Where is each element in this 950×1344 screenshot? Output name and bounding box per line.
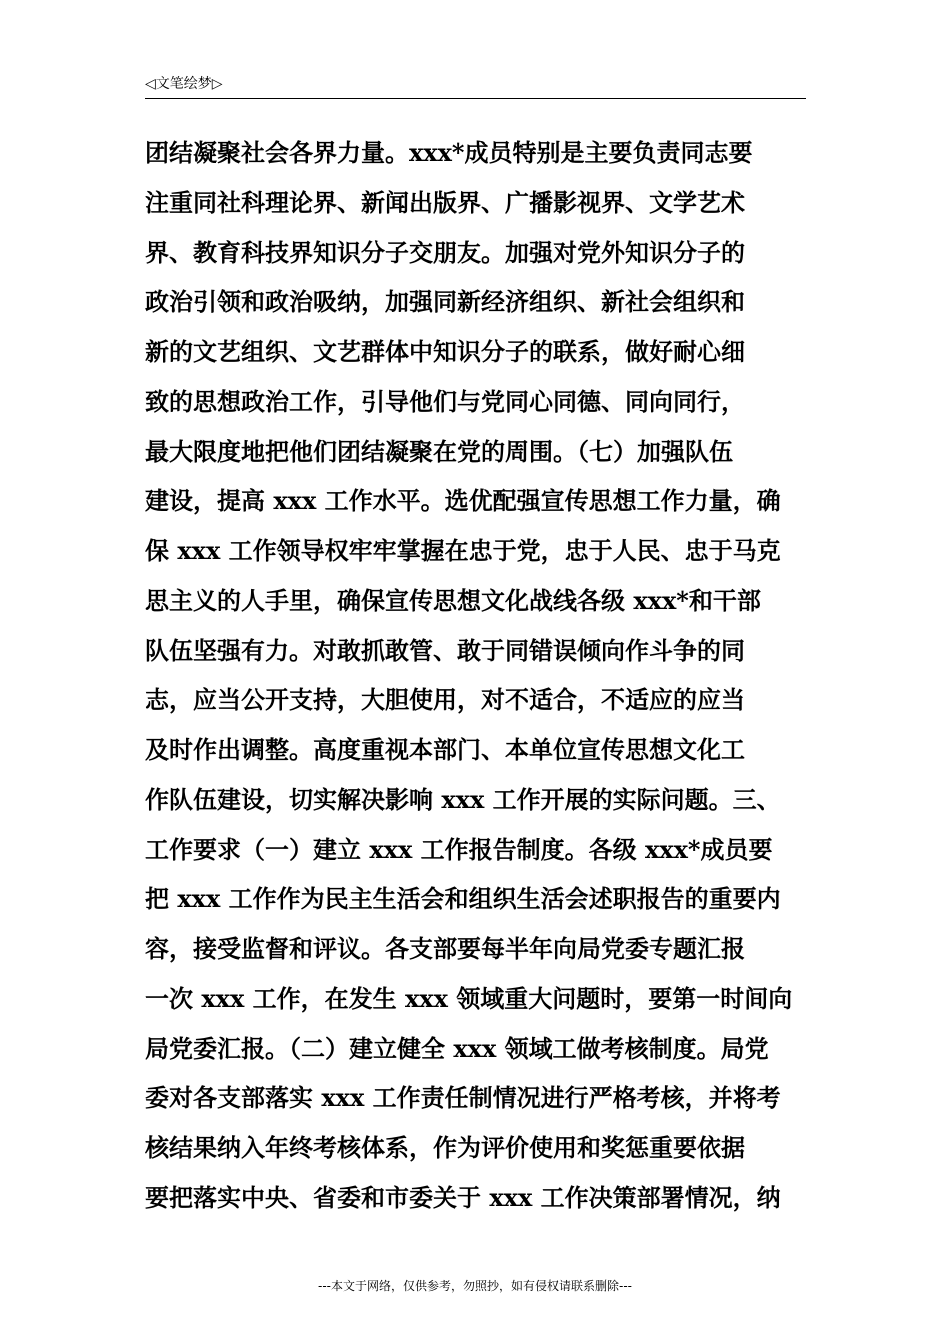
document-body (145, 128, 806, 1223)
text-line: 要把落实中央、省委和市委关于 xxx 工作决策部署情况，纳 (145, 1182, 781, 1212)
text-line: 及时作出调整。高度重视本部门、本单位宣传思想文化工 (145, 735, 745, 764)
text-line: 思主义的人手里，确保宣传思想文化战线各级 xxx*和干部 (145, 585, 761, 615)
text-line: 核结果纳入年终考核体系，作为评价使用和奖惩重要依据 (145, 1133, 745, 1162)
page-header (145, 74, 806, 99)
text-line: 新的文艺组织、文艺群体中知识分子的联系，做好耐心细 (145, 337, 745, 366)
text-line: 注重同社科理论界、新闻出版界、广播影视界、文学艺术 (145, 187, 745, 217)
text-line: 把 xxx 工作作为民主生活会和组织生活会述职报告的重要内 (145, 884, 781, 914)
text-line: 一次 xxx 工作，在发生 xxx 领域重大问题时，要第一时间向 (145, 983, 793, 1013)
text-line: 队伍坚强有力。对敢抓敢管、敢于同错误倾向作斗争的同 (145, 635, 745, 665)
text-line: 政治引领和政治吸纳，加强同新经济组织、新社会组织和 (145, 287, 745, 317)
text-line: 作队伍建设，切实解决影响 xxx 工作开展的实际问题。三、 (145, 784, 781, 814)
text-line: 致的思想政治工作，引导他们与党同心同德、同向同行， (145, 386, 745, 416)
text-line: 保 xxx 工作领导权牢牢掌握在忠于党，忠于人民、忠于马克 (145, 536, 781, 565)
header-title: ◁文笔绘梦▷ (145, 76, 223, 92)
text-line: 志，应当公开支持，大胆使用，对不适合，不适应的应当 (145, 685, 745, 715)
text-line: 最大限度地把他们团结凝聚在党的周围。（七）加强队伍 (145, 436, 733, 466)
text-line: 局党委汇报。（二）建立健全 xxx 领域工做考核制度。局党 (145, 1033, 769, 1063)
text-line: 建设，提高 xxx 工作水平。选优配强宣传思想工作力量，确 (145, 486, 781, 516)
text-line: 容，接受监督和评议。各支部要每半年向局党委专题汇报 (145, 934, 745, 963)
text-line: 团结凝聚社会各界力量。xxx*成员特别是主要负责同志要 (145, 138, 753, 167)
text-line: 委对各支部落实 xxx 工作责任制情况进行严格考核，并将考 (145, 1083, 781, 1113)
text-line: 界、教育科技界知识分子交朋友。加强对党外知识分子的 (145, 237, 745, 267)
footer-disclaimer: ---本文于网络，仅供参考，勿照抄，如有侵权请联系删除--- (318, 1279, 632, 1293)
text-line: 工作要求（一）建立 xxx 工作报告制度。各级 xxx*成员要 (145, 834, 773, 864)
